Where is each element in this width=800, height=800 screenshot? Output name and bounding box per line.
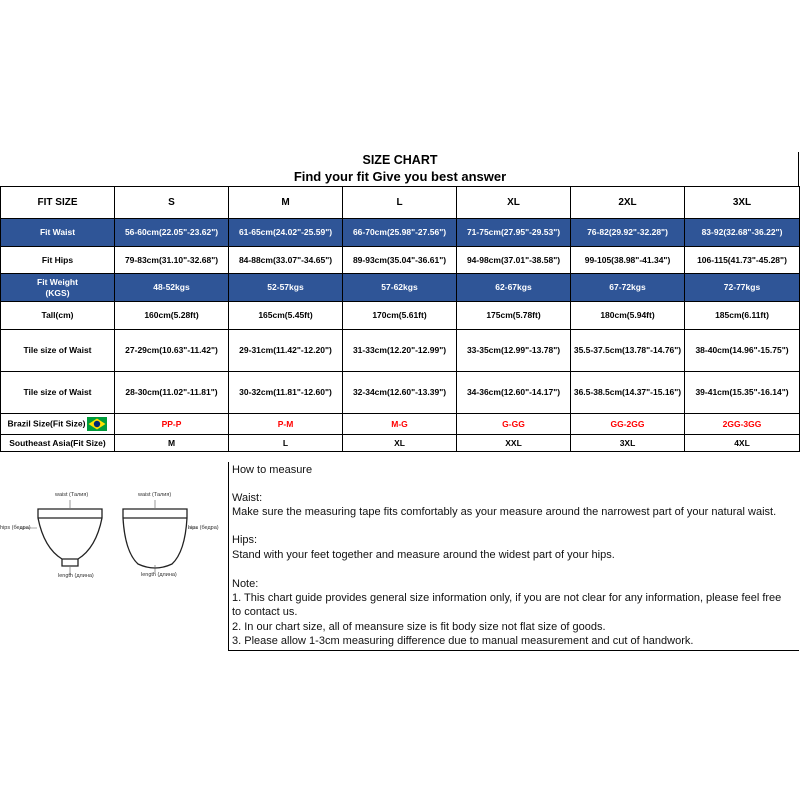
table-cell: M-G bbox=[343, 414, 457, 435]
table-row bbox=[1, 302, 800, 330]
table-cell: 66-70cm(25.98"-27.56") bbox=[343, 219, 457, 247]
table-cell: 160cm(5.28ft) bbox=[115, 302, 229, 330]
table-row bbox=[1, 274, 800, 302]
table-cell: 170cm(5.61ft) bbox=[343, 302, 457, 330]
table-cell: 79-83cm(31.10"-32.68") bbox=[115, 247, 229, 274]
size-header-cell: 2XL bbox=[571, 187, 685, 219]
table-cell: 61-65cm(24.02"-25.59") bbox=[229, 219, 343, 247]
row-label-text: Tall(cm) bbox=[41, 310, 74, 320]
table-cell: 71-75cm(27.95"-29.53") bbox=[457, 219, 571, 247]
note-3: 3. Please allow 1-3cm measuring difference due to manual measurement and cut of handwork. bbox=[232, 635, 694, 647]
front-length-label: length (длина) bbox=[58, 573, 94, 579]
header-divider bbox=[798, 152, 799, 187]
size-header-row bbox=[1, 187, 800, 219]
table-cell: 29-31cm(11.42"-12.20") bbox=[229, 330, 343, 372]
front-waist-label: waist (Талия) bbox=[55, 492, 89, 498]
table-cell: 34-36cm(12.60"-14.17") bbox=[457, 372, 571, 414]
table-cell: 27-29cm(10.63"-11.42") bbox=[115, 330, 229, 372]
table-cell: 28-30cm(11.02"-11.81") bbox=[115, 372, 229, 414]
row-label-text: Fit Weight (KGS) bbox=[37, 276, 78, 298]
table-cell: 38-40cm(14.96"-15.75") bbox=[685, 330, 800, 372]
table-row bbox=[1, 219, 800, 247]
hips-text: Stand with your feet together and measure around the widest part of your hips. bbox=[232, 549, 615, 561]
table-cell: 99-105(38.98"-41.34") bbox=[571, 247, 685, 274]
back-hips-label: hips (бедра) bbox=[188, 525, 219, 531]
back-waist-label: waist (Талия) bbox=[138, 492, 172, 498]
row-label bbox=[1, 372, 115, 414]
size-table bbox=[0, 186, 800, 452]
brazil-flag-icon bbox=[87, 417, 107, 431]
table-cell: 94-98cm(37.01"-38.58") bbox=[457, 247, 571, 274]
size-header-cell: L bbox=[343, 187, 457, 219]
back-length-label: length (длина) bbox=[141, 572, 177, 578]
table-cell: G-GG bbox=[457, 414, 571, 435]
row-label bbox=[1, 435, 115, 452]
table-cell: 83-92(32.68"-36.22") bbox=[685, 219, 800, 247]
size-header-cell: XL bbox=[457, 187, 571, 219]
table-cell: 48-52kgs bbox=[115, 274, 229, 302]
waist-title: Waist: bbox=[232, 492, 263, 504]
table-cell: 39-41cm(15.35"-16.14") bbox=[685, 372, 800, 414]
fit-size-header: FIT SIZE bbox=[1, 187, 115, 219]
size-chart-header bbox=[0, 152, 800, 186]
note-title: Note: bbox=[232, 578, 259, 590]
table-cell: 31-33cm(12.20"-12.99") bbox=[343, 330, 457, 372]
table-cell: 33-35cm(12.99"-13.78") bbox=[457, 330, 571, 372]
table-cell: 36.5-38.5cm(14.37"-15.16") bbox=[571, 372, 685, 414]
table-cell: GG-2GG bbox=[571, 414, 685, 435]
table-cell: 35.5-37.5cm(13.78"-14.76") bbox=[571, 330, 685, 372]
row-label bbox=[1, 414, 115, 435]
table-cell: PP-P bbox=[115, 414, 229, 435]
table-row bbox=[1, 414, 800, 435]
row-label-text: Tile size of Waist bbox=[23, 387, 92, 397]
table-cell: 57-62kgs bbox=[343, 274, 457, 302]
measurement-diagram bbox=[0, 462, 228, 650]
front-brief-shape bbox=[38, 509, 102, 559]
table-cell: 106-115(41.73"-45.28") bbox=[685, 247, 800, 274]
table-cell: XXL bbox=[457, 435, 571, 452]
note-2: 2. In our chart size, all of meansure size is fit body size not flat size of goods. bbox=[232, 621, 606, 633]
row-label-text: Southeast Asia(Fit Size) bbox=[9, 437, 106, 448]
row-label-text: Fit Waist bbox=[39, 227, 76, 237]
row-label bbox=[1, 274, 115, 302]
table-cell: XL bbox=[343, 435, 457, 452]
row-label bbox=[1, 330, 115, 372]
table-cell: 76-82(29.92"-32.28") bbox=[571, 219, 685, 247]
underwear-diagram-svg bbox=[0, 462, 228, 650]
waist-text: Make sure the measuring tape fits comfortably as your measure around the narrowest part of your natural waist. bbox=[232, 506, 777, 518]
table-cell: 175cm(5.78ft) bbox=[457, 302, 571, 330]
front-hips-label: hips (бедра) bbox=[0, 525, 31, 531]
table-cell: M bbox=[115, 435, 229, 452]
table-cell: 165cm(5.45ft) bbox=[229, 302, 343, 330]
table-cell: 84-88cm(33.07"-34.65") bbox=[229, 247, 343, 274]
row-label-text: Fit Hips bbox=[41, 254, 74, 265]
page-subtitle: Find your fit Give you best answer bbox=[293, 169, 507, 184]
row-label bbox=[1, 247, 115, 274]
table-cell: 30-32cm(11.81"-12.60") bbox=[229, 372, 343, 414]
table-row bbox=[1, 372, 800, 414]
table-cell: 4XL bbox=[685, 435, 800, 452]
table-cell: P-M bbox=[229, 414, 343, 435]
row-label-text: Brazil Size(Fit Size) bbox=[7, 418, 86, 429]
size-header-cell: S bbox=[115, 187, 229, 219]
hips-title: Hips: bbox=[232, 534, 258, 546]
table-cell: 56-60cm(22.05"-23.62") bbox=[115, 219, 229, 247]
how-to-measure-panel bbox=[228, 462, 799, 651]
row-label bbox=[1, 219, 115, 247]
front-gusset bbox=[62, 559, 78, 566]
table-cell: 62-67kgs bbox=[457, 274, 571, 302]
row-label bbox=[1, 302, 115, 330]
table-cell: 89-93cm(35.04"-36.61") bbox=[343, 247, 457, 274]
table-cell: 3XL bbox=[571, 435, 685, 452]
size-header-cell: M bbox=[229, 187, 343, 219]
table-cell: 2GG-3GG bbox=[685, 414, 800, 435]
table-cell: L bbox=[229, 435, 343, 452]
table-cell: 52-57kgs bbox=[229, 274, 343, 302]
table-row bbox=[1, 330, 800, 372]
table-cell: 32-34cm(12.60"-13.39") bbox=[343, 372, 457, 414]
table-row bbox=[1, 435, 800, 452]
table-row bbox=[1, 247, 800, 274]
size-header-cell: 3XL bbox=[685, 187, 800, 219]
table-cell: 72-77kgs bbox=[685, 274, 800, 302]
row-label-text: Tile size of Waist bbox=[23, 345, 92, 355]
note-1: 1. This chart guide provides general size information only, if you are not clear for any information, please feel free to contact us. bbox=[232, 592, 782, 618]
table-cell: 67-72kgs bbox=[571, 274, 685, 302]
page-title: SIZE CHART bbox=[362, 153, 438, 167]
how-to-measure-heading: How to measure bbox=[232, 464, 313, 476]
table-cell: 180cm(5.94ft) bbox=[571, 302, 685, 330]
table-cell: 185cm(6.11ft) bbox=[685, 302, 800, 330]
